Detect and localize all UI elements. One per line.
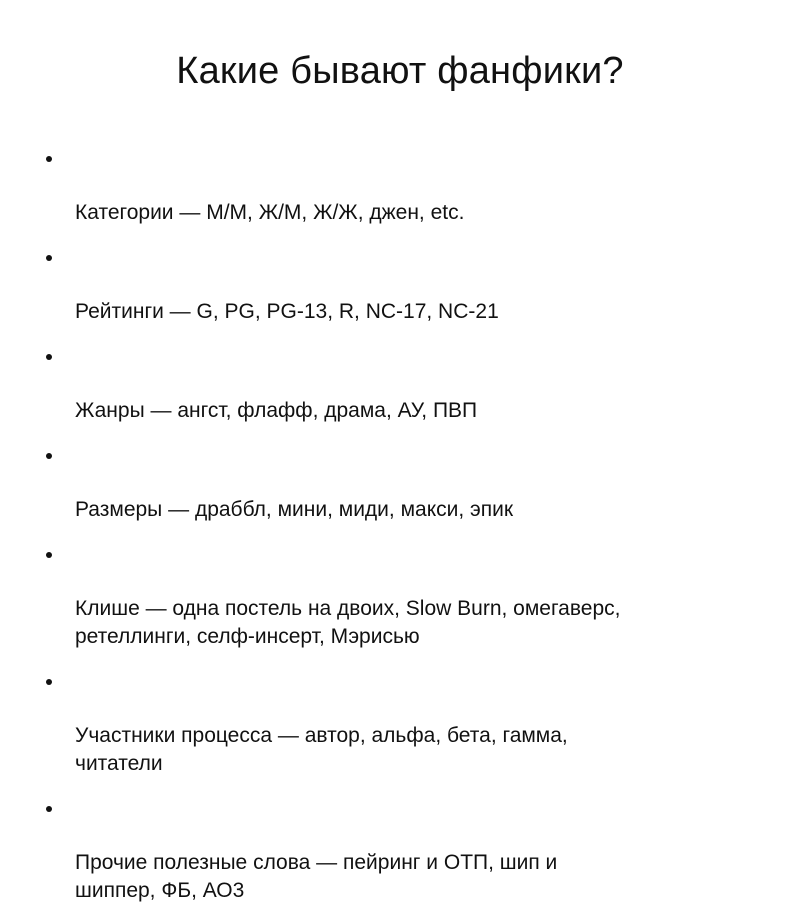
bullet-item <box>46 242 746 326</box>
bullet-text: Категории — М/М, Ж/М, Ж/Ж, джен, etc. <box>75 201 465 224</box>
bullet-text: Размеры — драббл, мини, миди, макси, эпик <box>75 498 514 521</box>
bullet-item <box>46 666 746 778</box>
bullet-text: Прочие полезные слова — пейринг и ОТП, шип и шиппер, ФБ, АО3 <box>75 851 558 902</box>
bullet-text: Жанры — ангст, флафф, драма, АУ, ПВП <box>75 399 478 422</box>
bullet-icon <box>46 255 52 261</box>
bullet-item <box>46 440 746 524</box>
bullet-text: Клише — одна постель на двоих, Slow Burn, омегаверс, ретеллинги, селф-инсерт, Мэрисью <box>75 597 621 648</box>
bullet-icon <box>46 354 52 360</box>
bullet-icon <box>46 156 52 162</box>
bullet-item <box>46 143 746 227</box>
bullet-item <box>46 793 746 905</box>
bullet-text: Участники процесса — автор, альфа, бета, гамма, читатели <box>75 724 568 775</box>
bullet-item <box>46 539 746 651</box>
bullet-item <box>46 341 746 425</box>
bullet-list <box>46 143 746 920</box>
bullet-icon <box>46 806 52 812</box>
bullet-text: Рейтинги — G, PG, PG-13, R, NC-17, NC-21 <box>75 300 499 323</box>
bullet-icon <box>46 552 52 558</box>
bullet-icon <box>46 453 52 459</box>
slide-title: Какие бывают фанфики? <box>176 50 624 92</box>
bullet-icon <box>46 679 52 685</box>
